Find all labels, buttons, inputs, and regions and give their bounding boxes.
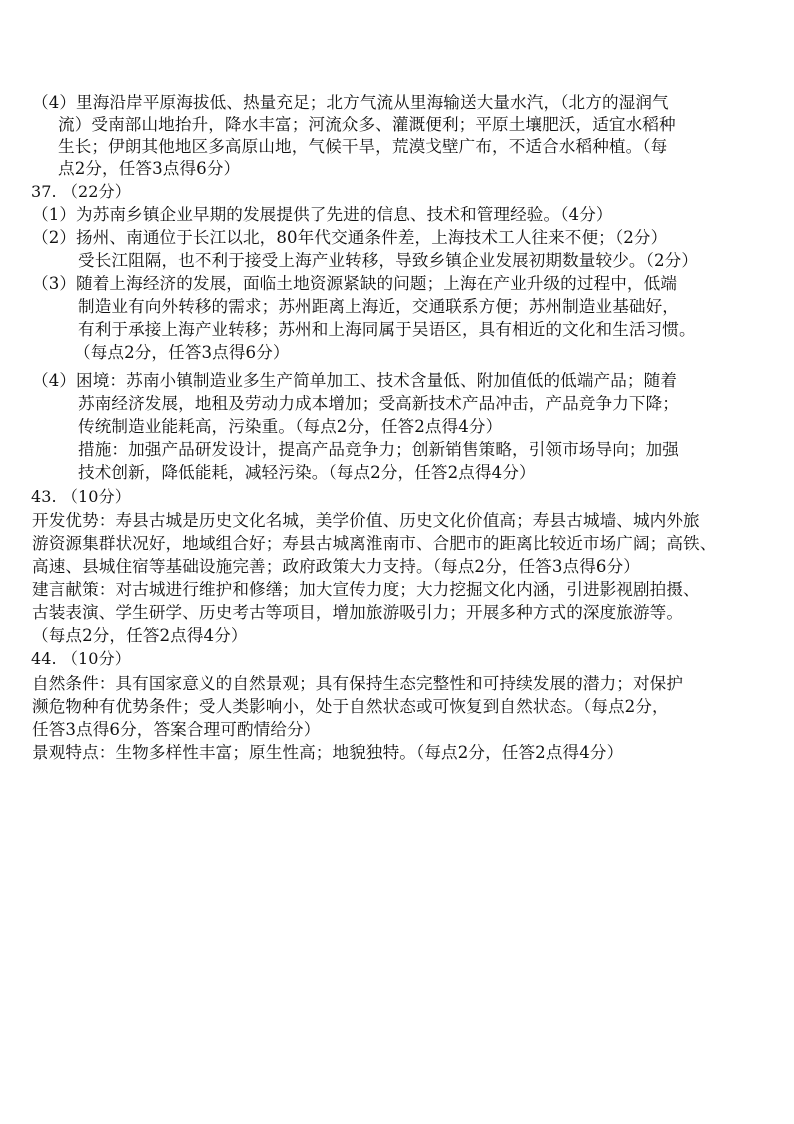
answer-line: 生长；伊朗其他地区多高原山地，气候干旱，荒漠戈壁广布，不适合水稻种植。（每 bbox=[58, 137, 668, 156]
answer-line: （每点2分，任答2点得4分） bbox=[32, 626, 248, 645]
answer-line: 苏南经济发展，地租及劳动力成本增加；受高新技术产品冲击，产品竞争力下降； bbox=[78, 394, 679, 413]
answer-line: 自然条件：具有国家意义的自然景观；具有保持生态完整性和可持续发展的潜力；对保护 bbox=[32, 674, 684, 693]
answer-line: 任答3点得6分，答案合理可酌情给分） bbox=[32, 720, 321, 739]
answer-line: 建言献策：对古城进行维护和修缮；加大宣传力度；大力挖掘文化内涵，引进影视剧拍摄、 bbox=[32, 580, 700, 599]
question-heading-37: 37. （22分） bbox=[31, 182, 131, 201]
answer-line: （1）为苏南乡镇企业早期的发展提供了先进的信息、技术和管理经验。（4分） bbox=[32, 205, 613, 224]
answer-line: 受长江阻隔，也不利于接受上海产业转移，导致乡镇企业发展初期数量较少。（2分） bbox=[78, 251, 699, 270]
answer-line: （每点2分，任答3点得6分） bbox=[74, 343, 290, 362]
answer-line: （4）里海沿岸平原海拔低、热量充足；北方气流从里海输送大量水汽，（北方的湿润气 bbox=[32, 93, 669, 112]
answer-line: 开发优势：寿县古城是历史文化名城，美学价值、历史文化价值高；寿县古城墙、城内外旅 bbox=[32, 511, 700, 530]
answer-line: 措施：加强产品研发设计，提高产品竞争力；创新销售策略，引领市场导向；加强 bbox=[78, 440, 679, 459]
answer-line: 点2分，任答3点得6分） bbox=[58, 159, 241, 178]
answer-line: 传统制造业能耗高，污染重。（每点2分，任答2点得4分） bbox=[78, 417, 503, 436]
answer-line: 流）受南部山地抬升，降水丰富；河流众多、灌溉便利；平原土壤肥沃，适宜水稻种 bbox=[58, 115, 676, 134]
question-heading-44: 44. （10分） bbox=[31, 649, 131, 668]
answer-line: 技术创新，降低能耗，减轻污染。（每点2分，任答2点得4分） bbox=[78, 463, 536, 482]
answer-line: 濒危物种有优势条件；受人类影响小，处于自然状态或可恢复到自然状态。（每点2分， bbox=[32, 697, 669, 716]
answer-line: 景观特点：生物多样性丰富；原生性高；地貌独特。（每点2分，任答2点得4分） bbox=[32, 743, 624, 762]
answer-line: 有利于承接上海产业转移；苏州和上海同属于吴语区，具有相近的文化和生活习惯。 bbox=[78, 320, 696, 339]
question-heading-43: 43. （10分） bbox=[31, 487, 131, 506]
answer-line: 制造业有向外转移的需求；苏州距离上海近，交通联系方便；苏州制造业基础好， bbox=[78, 297, 679, 316]
answer-line: 高速、县城住宿等基础设施完善；政府政策大力支持。（每点2分，任答3点得6分） bbox=[32, 557, 640, 576]
answer-line: （2）扬州、南通位于长江以北，80年代交通条件差，上海技术工人往来不便；（2分） bbox=[32, 228, 668, 247]
answer-line: （4）困境：苏南小镇制造业多生产简单加工、技术含量低、附加值低的低端产品；随着 bbox=[32, 371, 678, 390]
answer-line: 游资源集群状况好，地域组合好；寿县古城离淮南市、合肥市的距离比较近市场广阔；高铁、 bbox=[32, 534, 717, 553]
answer-line: 古装表演、学生研学、历史考古等项目，增加旅游吸引力；开展多种方式的深度旅游等。 bbox=[32, 603, 684, 622]
answer-line: （3）随着上海经济的发展，面临土地资源紧缺的问题；上海在产业升级的过程中，低端 bbox=[32, 274, 678, 293]
